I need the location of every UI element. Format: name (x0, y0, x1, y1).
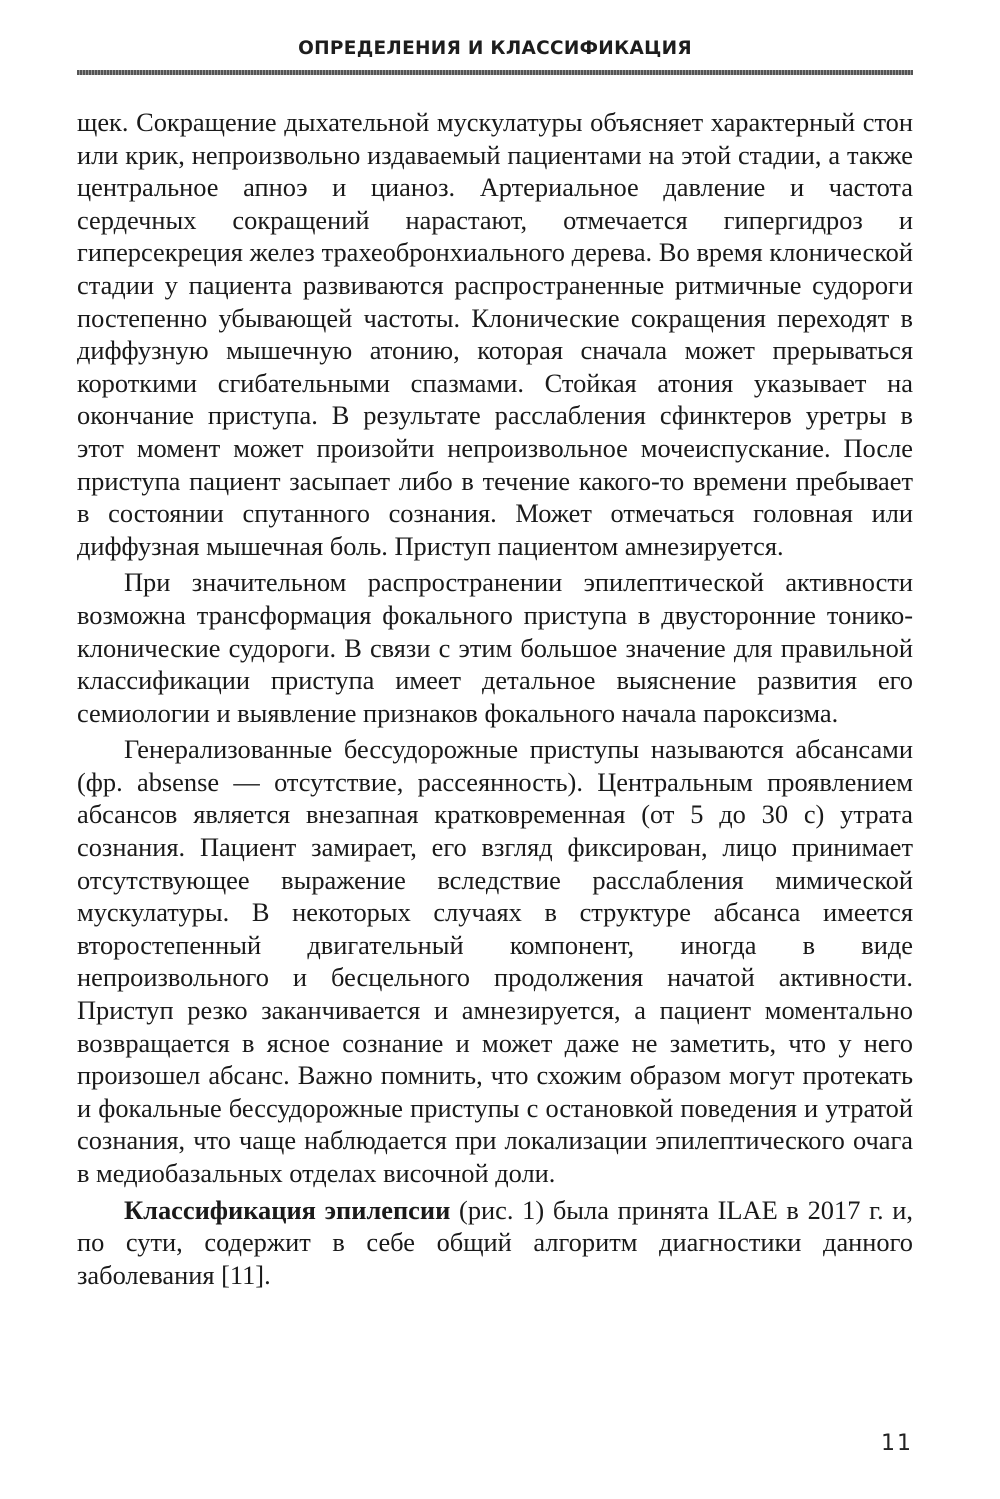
paragraph-4-text: (рис. 1) была принята ILAE в 2017 г. и, по сути, содержит в себе общий алгоритм диагностики данного заболевания [11]. (77, 1194, 913, 1290)
page-body (77, 106, 913, 1291)
paragraph-3: Генерализованные бессудорожные приступы называются абсансами (фр. absense — отсутствие, рассеянность). Центральным проявлением абсансов является внезапная кратковременная (от 5 до 30 с) утрата сознания. Пациент замирает, его взгляд фиксирован, лицо принимает отсутствующее выражение вследствие расслабления мимической мускулатуры. В некоторых случаях в структуре абсанса имеется второстепенный двигательный компонент, иногда в виде непроизвольного и бесцельного продолжения начатой активности. Приступ резко заканчивается и амнезируется, а пациент моментально возвращается в ясное сознание и может даже не заметить, что у него произошел абсанс. Важно помнить, что схожим образом могут протекать и фокальные бессудорожные приступы с остановкой поведения и утратой сознания, что чаще наблюдается при локализации эпилептического очага в медиобазальных отделах височной доли. (77, 734, 913, 1188)
paragraph-4 (77, 1194, 913, 1292)
running-header: ОПРЕДЕЛЕНИЯ И КЛАССИФИКАЦИЯ (298, 38, 692, 59)
header-rule (77, 70, 913, 75)
page-number: 11 (881, 1431, 913, 1456)
classification-term: Классификация эпилепсии (124, 1194, 451, 1225)
paragraph-1: щек. Сокращение дыхательной мускулатуры объясняет характерный стон или крик, непроизвольно издаваемый пациентами на этой стадии, а также центральное апноэ и цианоз. Артериальное давление и частота сердечных сокращений нарастают, отмечается гипергидроз и гиперсекреция желез трахеобронхиального дерева. Во время клонической стадии у пациента развиваются распространенные ритмичные судороги постепенно убывающей частоты. Клонические сокращения переходят в диффузную мышечную атонию, которая сначала может прерываться короткими сгибательными спазмами. Стойкая атония указывает на окончание приступа. В результате расслабления сфинктеров уретры в этот момент может произойти непроизвольное мочеиспускание. После приступа пациент засыпает либо в течение какого-то времени пребывает в состоянии спутанного сознания. Может отмечаться головная или диффузная мышечная боль. Приступ пациентом амнезируется. (77, 107, 913, 561)
paragraph-2: При значительном распространении эпилептической активности возможна трансформация фокального приступа в двусторонние тонико-клонические судороги. В связи с этим большое значение для правильной классификации приступа имеет детальное выяснение развития его семиологии и выявление признаков фокального начала пароксизма. (77, 567, 913, 728)
